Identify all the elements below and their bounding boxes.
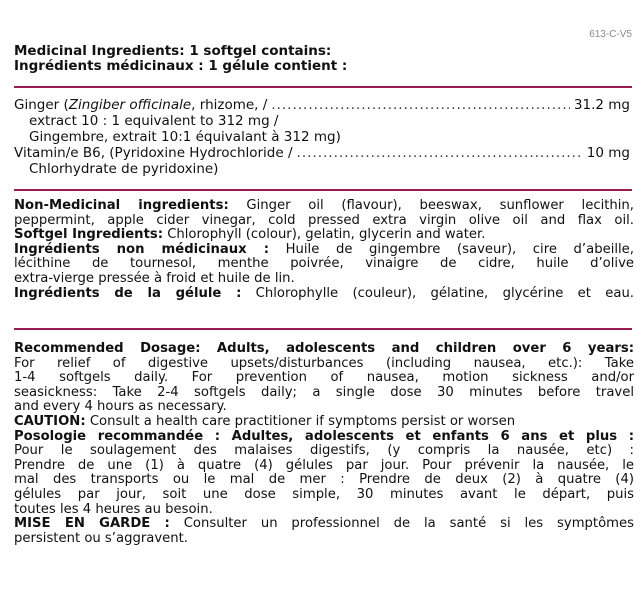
dosage-en-text-1: For relief of digestive upsets/disturbances (including nausea, etc.): Take (14, 355, 634, 371)
non-medicinal-fr-text-1: Huile de gingembre (saveur), cire d’abeille, (268, 241, 634, 257)
divider-2 (14, 189, 632, 191)
non-medicinal-text-1: Ginger oil (flavour), beeswax, sunflower lecithin, (228, 198, 634, 213)
leader-dots (271, 97, 570, 113)
non-medicinal-label: Non-Medicinal ingredients: (14, 198, 229, 213)
label-code: 613-C-V5 (589, 29, 632, 40)
gelule-label: Ingrédients de la gélule : (14, 285, 242, 301)
heading-fr: Ingrédients médicinaux : 1 gélule contient : (14, 58, 348, 74)
ginger-latin: Zingiber officinale (68, 97, 192, 113)
heading-en: Medicinal Ingredients: 1 softgel contains: (14, 43, 332, 59)
dosage-fr-heading: Posologie recommandée : Adultes, adolescents et enfants 6 ans et plus : (14, 428, 634, 444)
mise-en-garde-label: MISE EN GARDE : (14, 516, 170, 532)
ingredient-b6 (14, 145, 630, 161)
dosage-fr-text-4: gélules par jour, soit une dose simple, 30 minutes avant le départ, puis (14, 486, 634, 502)
dosage-en-text-3: seasickness: Take 2-4 softgels daily; a single dose 30 minutes before travel (14, 384, 634, 400)
mise-en-garde-text-2: persistent ou s’aggravent. (14, 530, 188, 546)
dosage-fr-text-5: toutes les 4 heures au besoin. (14, 501, 213, 517)
non-medicinal-section (14, 199, 634, 301)
b6-line-2: Chlorhydrate de pyridoxine) (29, 161, 219, 177)
dosage-fr-text-2: Prendre de une (1) à quatre (4) gélules par jour. Pour prévenir la nausée, le (14, 457, 634, 473)
dosage-section (14, 342, 634, 546)
dosage-en-text-4: and every 4 hours as necessary. (14, 399, 227, 415)
b6-name: Vitamin/e B6, (Pyridoxine Hydrochloride / (14, 145, 293, 161)
divider-3 (14, 328, 632, 330)
medicinal-heading (14, 44, 347, 74)
ginger-amount: 31.2 mg (573, 97, 630, 113)
mise-en-garde-text-1: Consulter un professionnel de la santé si les symptômes (169, 516, 634, 532)
ginger-line-2: extract 10 : 1 equivalent to 312 mg / (29, 113, 279, 129)
ginger-prefix: Ginger ( (14, 97, 69, 113)
ginger-line-3: Gingembre, extrait 10:1 équivalant à 312 mg) (29, 129, 341, 145)
dosage-en-text-2: 1-4 softgels daily. For prevention of nausea, motion sickness and/or (14, 370, 634, 386)
non-medicinal-fr-label: Ingrédients non médicinaux : (14, 241, 269, 257)
caution-text: Consult a health care practitioner if symptoms persist or worsen (85, 413, 516, 429)
leader-dots (297, 145, 583, 161)
ginger-suffix: , rhizome, / (191, 97, 268, 113)
non-medicinal-fr-text-3: extra-vierge pressée à froid et huile de lin. (14, 270, 295, 286)
softgel-label: Softgel Ingredients: (14, 227, 163, 243)
gelule-text: Chlorophylle (couleur), gélatine, glycérine et eau. (241, 285, 635, 301)
ingredient-ginger (14, 97, 630, 113)
non-medicinal-fr-text-2: lécithine de tournesol, menthe poivrée, vinaigre de cidre, huile d’olive (14, 256, 634, 272)
divider-1 (14, 86, 632, 88)
non-medicinal-text-2: peppermint, apple cider vinegar, cold pressed extra virgin olive oil and flax oil. (14, 212, 634, 228)
softgel-text: Chlorophyll (colour), gelatin, glycerin and water. (163, 227, 486, 243)
medicinal-ingredients-list (14, 97, 630, 177)
dosage-en-heading: Recommended Dosage: Adults, adolescents and children over 6 years: (14, 341, 634, 356)
b6-amount: 10 mg (586, 145, 630, 161)
dosage-fr-text-1: Pour le soulagement des malaises digestifs, (y compris la nausée, etc) : (14, 443, 634, 459)
dosage-fr-text-3: mal des transports ou le mal de mer : Prendre de deux (2) à quatre (4) (14, 472, 634, 488)
caution-label: CAUTION: (14, 413, 86, 429)
